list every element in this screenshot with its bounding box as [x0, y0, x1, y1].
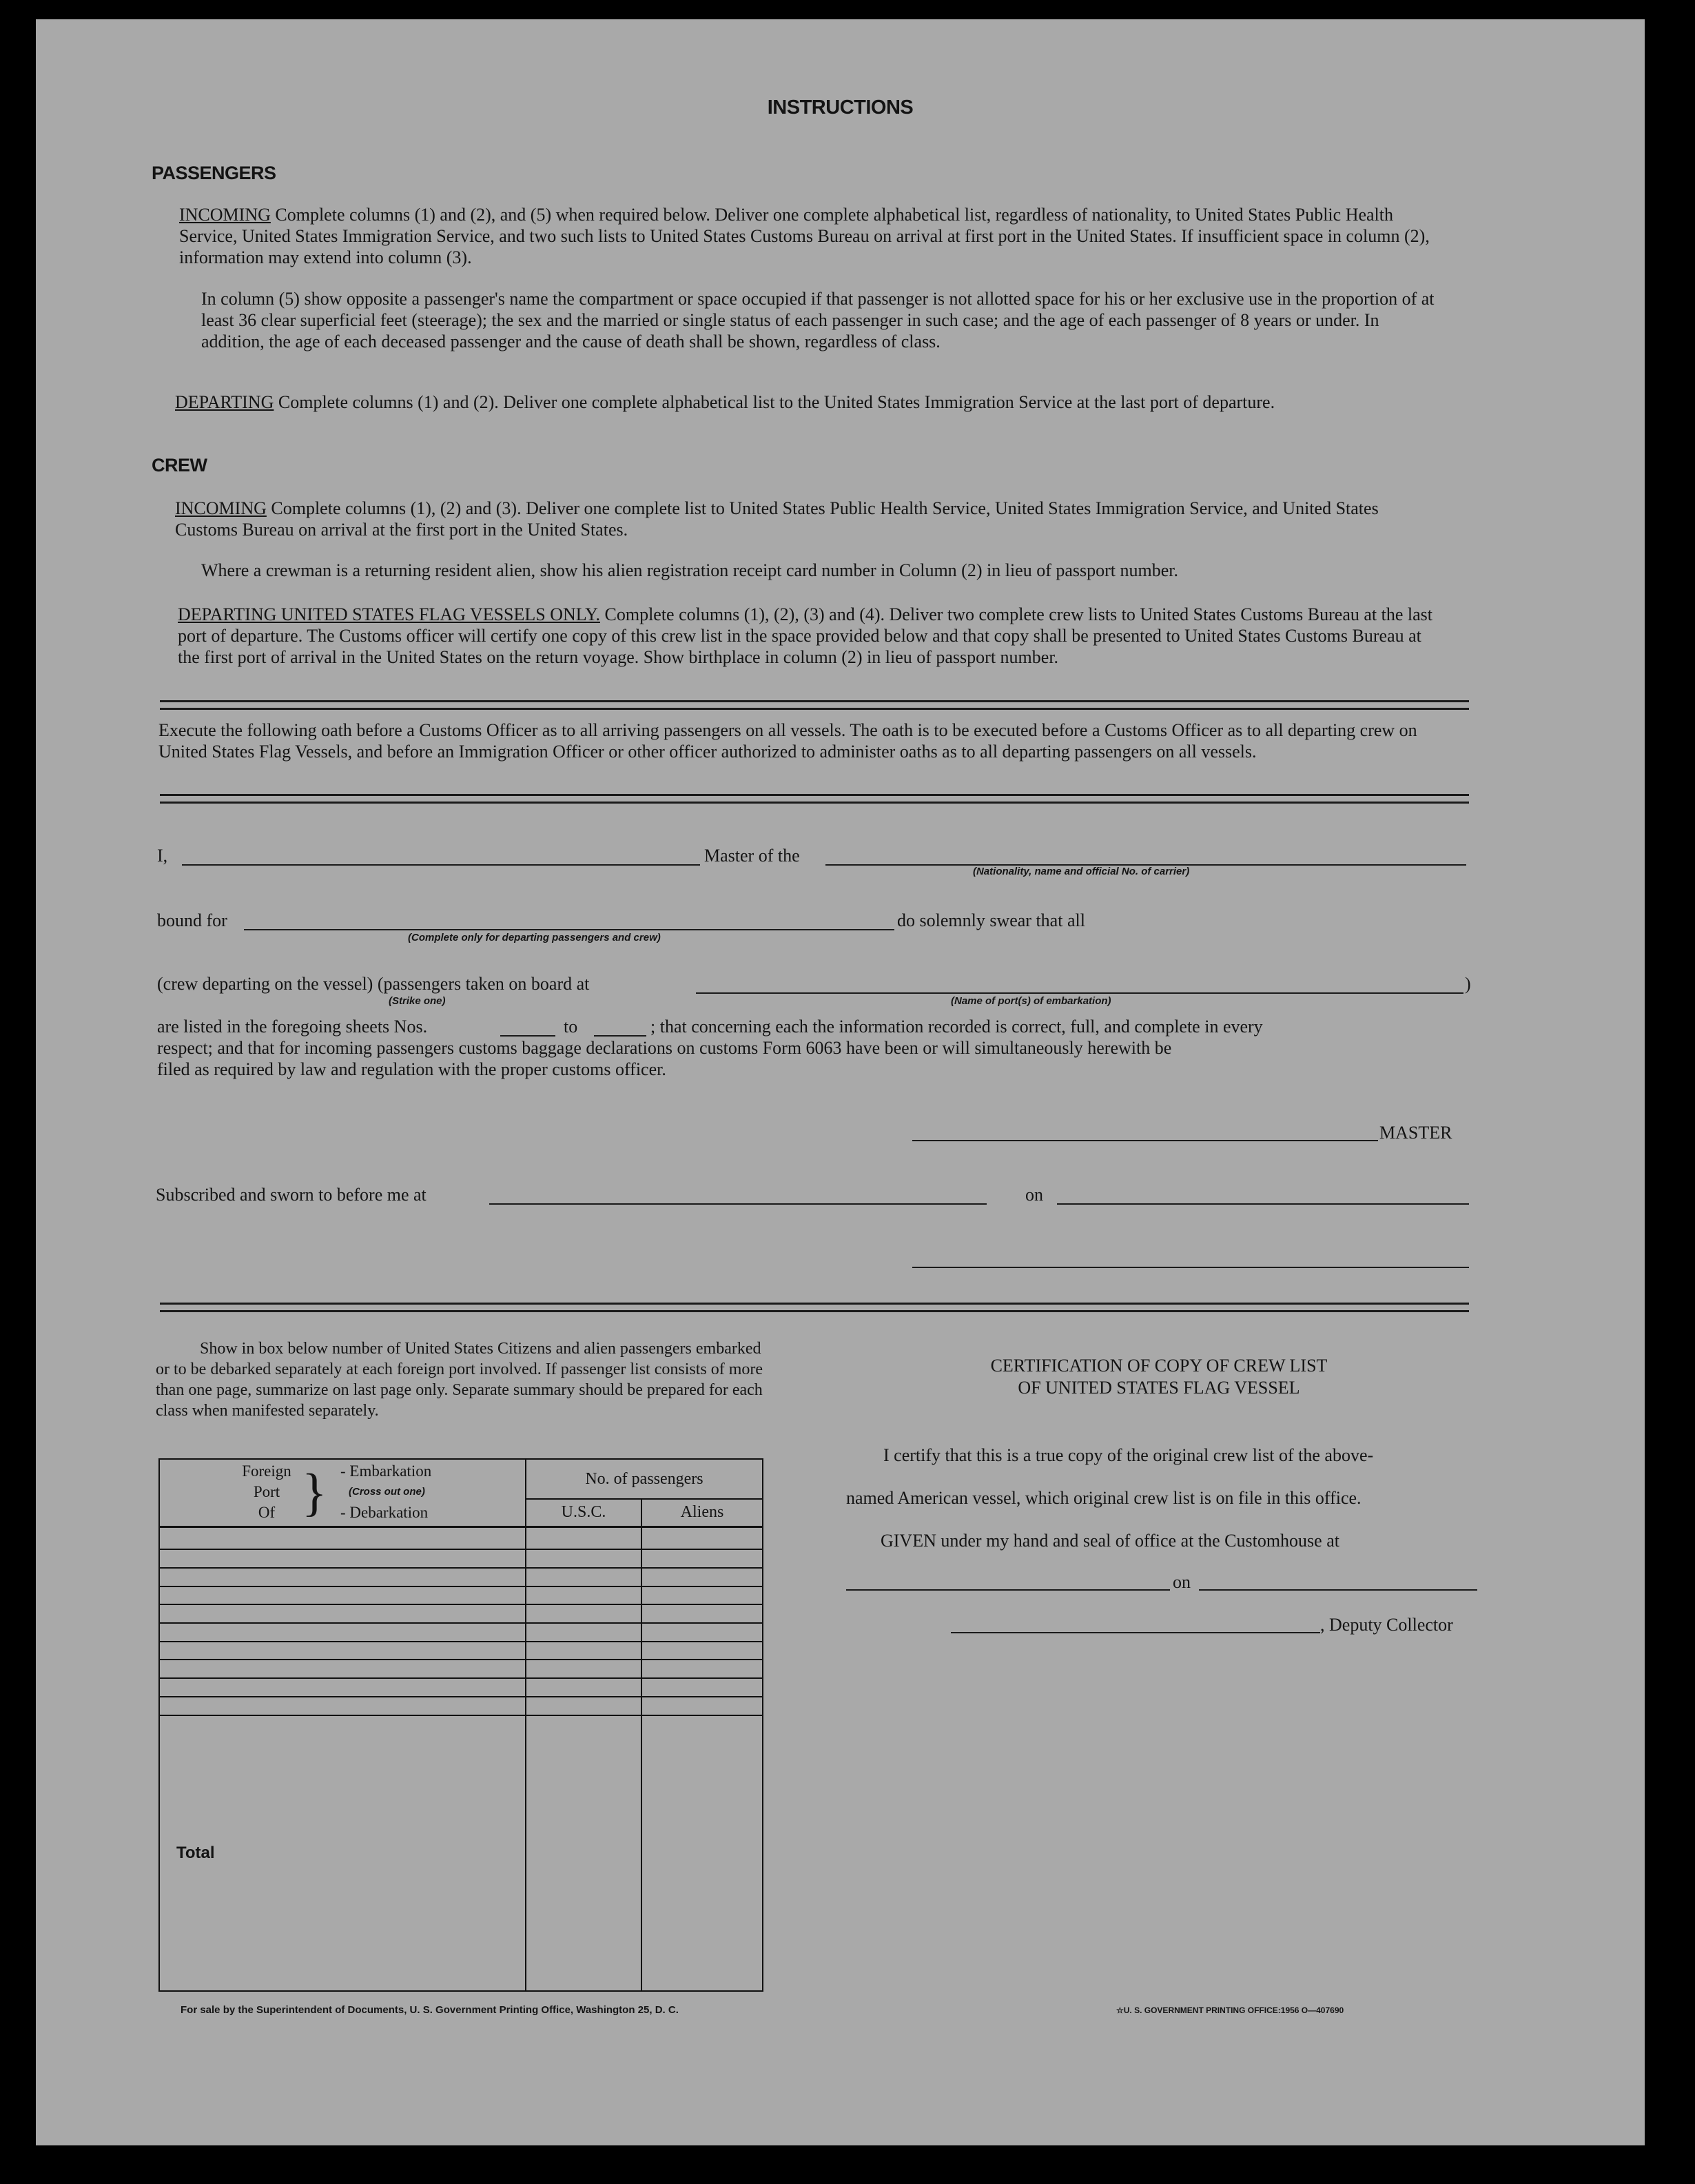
- cross-out-caption: (Cross out one): [349, 1486, 425, 1498]
- master-label: MASTER: [1379, 1123, 1452, 1143]
- port-cell[interactable]: [159, 1642, 526, 1660]
- close-paren: ): [1465, 974, 1471, 994]
- sworn-place-field[interactable]: [489, 1203, 987, 1205]
- listed-to-label: to: [564, 1017, 578, 1037]
- passengers-heading: PASSENGERS: [152, 163, 276, 183]
- table-row: [159, 1527, 763, 1549]
- aliens-cell[interactable]: [641, 1697, 763, 1715]
- port-cell[interactable]: [159, 1527, 526, 1549]
- strike-one-caption: (Strike one): [389, 995, 446, 1007]
- table-row: [159, 1642, 763, 1660]
- customhouse-field[interactable]: [846, 1589, 1170, 1591]
- port-cell[interactable]: [159, 1568, 526, 1586]
- master-name-field[interactable]: [182, 864, 700, 866]
- usc-cell[interactable]: [526, 1527, 641, 1549]
- aliens-cell[interactable]: [641, 1604, 763, 1623]
- brace-glyph: }: [302, 1464, 327, 1522]
- usc-cell[interactable]: [526, 1568, 641, 1586]
- crew-heading: CREW: [152, 455, 207, 476]
- swear-text: do solemnly swear that all: [897, 910, 1085, 930]
- certification-title-line-1: CERTIFICATION OF COPY OF CREW LIST: [990, 1356, 1328, 1376]
- passengers-incoming-text: Complete columns (1) and (2), and (5) when required below. Deliver one complete alphabetical list, regardless of nationality, to United States Public Health Service, United States Immigration Service, and two such lists to United States Customs Bureau on arrival at first port in the United States. If insufficient space in column (2), information may extend into column (3).: [179, 205, 1430, 267]
- port-cell[interactable]: [159, 1586, 526, 1605]
- listed-text-4: filed as required by law and regulation with the proper customs officer.: [157, 1059, 666, 1079]
- footer-printing-office: ☆U. S. GOVERNMENT PRINTING OFFICE:1956 O—407690: [1116, 2006, 1344, 2015]
- passengers-incoming-label: INCOMING: [179, 205, 271, 225]
- table-row: [159, 1586, 763, 1605]
- usc-cell[interactable]: [526, 1586, 641, 1605]
- crew-departing-instruction: [178, 604, 1443, 668]
- usc-cell[interactable]: [526, 1604, 641, 1623]
- ports-caption: (Name of port(s) of embarkation): [951, 995, 1111, 1007]
- total-row: [159, 1715, 763, 1991]
- deputy-collector-signature-field[interactable]: [951, 1632, 1320, 1633]
- port-cell[interactable]: [159, 1678, 526, 1697]
- sheet-from-field[interactable]: [500, 1035, 555, 1037]
- usc-cell[interactable]: [526, 1660, 641, 1678]
- usc-cell[interactable]: [526, 1549, 641, 1568]
- passengers-departing-text: Complete columns (1) and (2). Deliver one complete alphabetical list to the United States Immigration Service at the last port of departure.: [278, 392, 1275, 412]
- port-cell[interactable]: [159, 1623, 526, 1642]
- page-title: INSTRUCTIONS: [767, 96, 914, 119]
- crew-incoming-instruction: [175, 498, 1443, 540]
- aliens-cell[interactable]: [641, 1568, 763, 1586]
- table-row: [159, 1697, 763, 1715]
- separator-rule: [160, 700, 1469, 710]
- embarkation-ports-field[interactable]: [696, 992, 1463, 994]
- sworn-date-field[interactable]: [1057, 1203, 1469, 1205]
- certification-on-label: on: [1173, 1572, 1191, 1592]
- aliens-cell[interactable]: [641, 1527, 763, 1549]
- table-row: [159, 1549, 763, 1568]
- oath-i-label: I,: [157, 846, 168, 866]
- master-of-the-label: Master of the: [704, 846, 800, 866]
- foreign-label: Foreign: [242, 1462, 291, 1480]
- table-row: [159, 1623, 763, 1642]
- separator-rule: [160, 794, 1469, 804]
- separator-rule: [160, 1303, 1469, 1312]
- table-row: [159, 1660, 763, 1678]
- aliens-cell[interactable]: [641, 1678, 763, 1697]
- oath-instruction: Execute the following oath before a Customs Officer as to all arriving passengers on all vessels. The oath is to be executed before a Customs Officer as to all departing crew on United States Flag Vessels, and before an Immigration Officer or other officer authorized to administer oaths as to all departing passengers on all vessels.: [158, 720, 1417, 762]
- master-signature-field[interactable]: [912, 1140, 1378, 1141]
- port-cell[interactable]: [159, 1660, 526, 1678]
- passenger-summary-table: [158, 1458, 763, 1992]
- crew-resident-instruction: Where a crewman is a returning resident alien, show his alien registration receipt card number in Column (2) in lieu of passport number.: [201, 560, 1179, 580]
- port-cell[interactable]: [159, 1697, 526, 1715]
- aliens-cell[interactable]: [641, 1586, 763, 1605]
- sheet-to-field[interactable]: [594, 1035, 646, 1037]
- listed-text-2: ; that concerning each the information recorded is correct, full, and complete in every: [650, 1017, 1263, 1037]
- listed-text-3: respect; and that for incoming passengers customs baggage declarations on customs Form 6063 have been or will simultaneously herewith be: [157, 1038, 1172, 1058]
- port-label: Port: [253, 1483, 280, 1500]
- of-label: Of: [258, 1504, 276, 1521]
- certification-line-2: named American vessel, which original crew list is on file in this office.: [846, 1488, 1362, 1508]
- crew-departing-label: DEPARTING UNITED STATES FLAG VESSELS ONLY.: [178, 604, 600, 624]
- officer-signature-field[interactable]: [912, 1267, 1469, 1268]
- aliens-cell[interactable]: [641, 1623, 763, 1642]
- crew-incoming-label: INCOMING: [175, 498, 267, 518]
- port-header-cell: [159, 1459, 526, 1527]
- table-row: [159, 1568, 763, 1586]
- usc-header: U.S.C.: [526, 1499, 641, 1527]
- bound-for-label: bound for: [157, 910, 227, 930]
- aliens-cell[interactable]: [641, 1660, 763, 1678]
- passengers-departing-label: DEPARTING: [175, 392, 274, 412]
- crew-incoming-text: Complete columns (1), (2) and (3). Deliver one complete list to United States Public Health Service, United States Immigration Service, and United States Customs Bureau on arrival at the first port in the United States.: [175, 498, 1379, 540]
- bound-for-caption: (Complete only for departing passengers and crew): [408, 932, 661, 943]
- footer-sale-note: For sale by the Superintendent of Documents, U. S. Government Printing Office, Washington 25, D. C.: [181, 2004, 679, 2016]
- carrier-caption: (Nationality, name and official No. of carrier): [973, 866, 1190, 877]
- port-cell[interactable]: [159, 1549, 526, 1568]
- aliens-cell[interactable]: [641, 1549, 763, 1568]
- certification-date-field[interactable]: [1199, 1589, 1477, 1591]
- usc-cell[interactable]: [526, 1623, 641, 1642]
- certification-line-1: I certify that this is a true copy of the original crew list of the above-: [883, 1445, 1374, 1465]
- crew-passengers-text: (crew departing on the vessel) (passengers taken on board at: [157, 974, 590, 994]
- table-row: [159, 1678, 763, 1697]
- aliens-header: Aliens: [641, 1499, 763, 1527]
- listed-sheets-text: are listed in the foregoing sheets Nos.: [157, 1017, 428, 1037]
- passengers-departing-instruction: [175, 391, 1443, 413]
- crew-departing-text: Complete columns (1), (2), (3) and (4). Deliver two complete crew lists to United States Customs Bureau at the last port of departure. The Customs officer will certify one copy of this crew list in the space provided below and that copy shall be presented to United States Customs Bureau at the first port of arrival in the United States on the return voyage. Show birthplace in column (2) in lieu of passport number.: [178, 604, 1433, 667]
- subscribed-text: Subscribed and sworn to before me at: [156, 1185, 427, 1205]
- port-cell[interactable]: [159, 1604, 526, 1623]
- sworn-on-label: on: [1025, 1185, 1043, 1205]
- table-row: [159, 1604, 763, 1623]
- usc-cell[interactable]: [526, 1642, 641, 1660]
- passengers-incoming-instruction: [179, 204, 1444, 268]
- certification-title: [842, 1355, 1476, 1399]
- usc-total-cell[interactable]: [526, 1715, 641, 1991]
- embarkation-label: - Embarkation: [340, 1462, 432, 1480]
- debarkation-label: - Debarkation: [340, 1504, 429, 1521]
- passengers-column5-instruction: In column (5) show opposite a passenger's name the compartment or space occupied if that passenger is not allotted space for his or her exclusive use in the proportion of at least 36 clear superficial feet (steerage); the sex and the married or single status of each passenger in such case; and the age of each passenger of 8 years or under. In addition, the age of each deceased passenger and the cause of death shall be shown, regardless of class.: [201, 289, 1435, 351]
- deputy-collector-label: , Deputy Collector: [1320, 1615, 1453, 1635]
- bound-for-field[interactable]: [244, 929, 894, 930]
- form-page: [36, 19, 1645, 2145]
- certification-title-line-2: OF UNITED STATES FLAG VESSEL: [1018, 1378, 1300, 1398]
- usc-cell[interactable]: [526, 1697, 641, 1715]
- no-passengers-header: No. of passengers: [526, 1459, 763, 1499]
- summary-instructions: Show in box below number of United States Citizens and alien passengers embarked or to be debarked separately at each foreign port involved. If passenger list consists of more than one page, summarize on last page only. Separate summary should be prepared for each class when manifested separately.: [156, 1340, 763, 1420]
- certification-line-3: GIVEN under my hand and seal of office at the Customhouse at: [881, 1531, 1339, 1551]
- aliens-total-cell[interactable]: [641, 1715, 763, 1991]
- usc-cell[interactable]: [526, 1678, 641, 1697]
- aliens-cell[interactable]: [641, 1642, 763, 1660]
- total-label: Total: [159, 1715, 526, 1991]
